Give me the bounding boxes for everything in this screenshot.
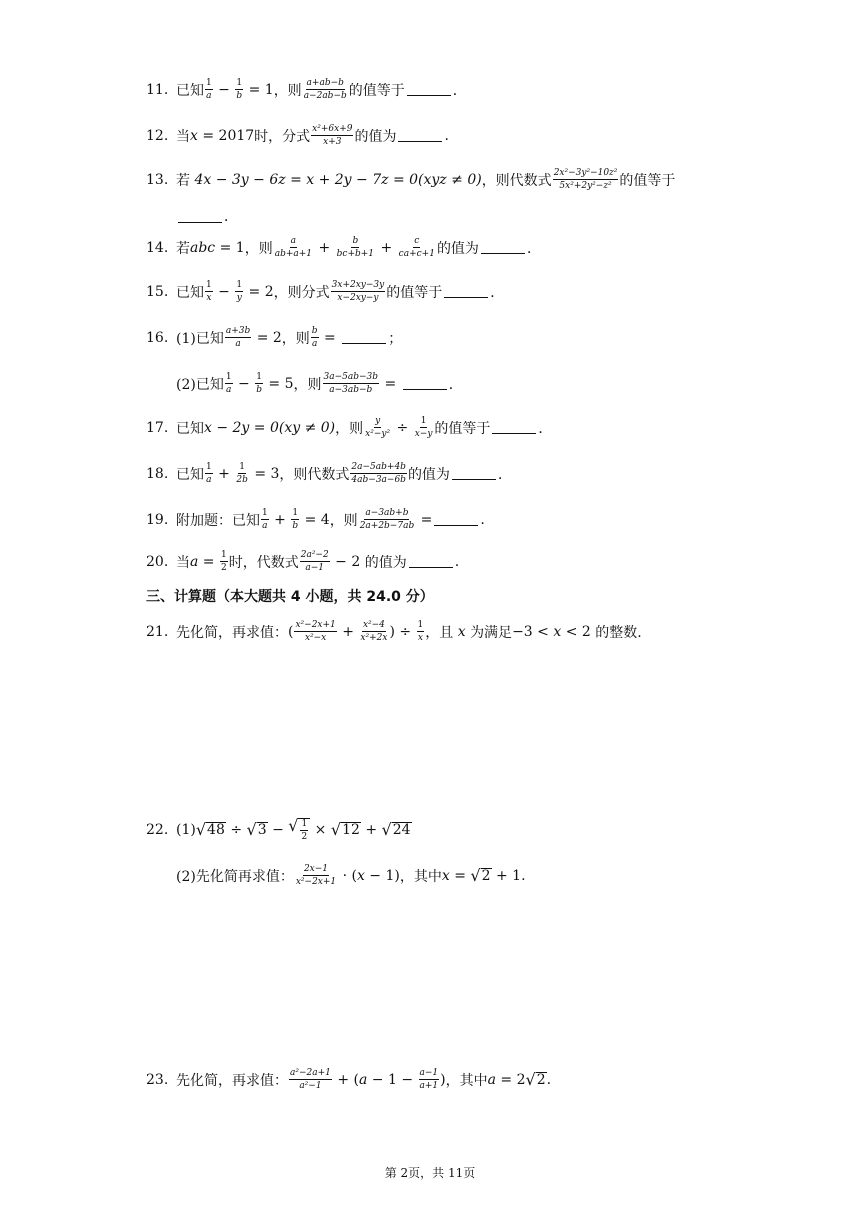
problem-17: 17. 已知 x − 2y = 0(xy ≠ 0) ，则 $\frac{y}{\text{x²−y²}}$ ÷ $\frac{1}{x-y}$ 的值等于 ． — [146, 416, 553, 439]
problem-11: 11. 已知 $\frac{1}{a}$ − $\frac{1}{b}$ = 1 ，则 $\frac{a+ab-b}{a-2ab-b}$ 的值等于 ． — [146, 78, 467, 101]
fraction: $\frac{a+3b}{a}$ — [225, 326, 251, 349]
problem-text: 的值为 — [354, 128, 397, 145]
problem-number: 14. — [146, 239, 169, 256]
problem-text: ，其中 — [445, 1072, 488, 1089]
problem-text: . — [480, 511, 485, 528]
problem-text: 的值等于 — [619, 172, 676, 189]
problem-16-part2: (2)已知 $\frac{1}{a}$ − $\frac{1}{b}$ = 5 ，则 $\frac{3a-5ab-3b}{a-3ab-b}$ = ． — [176, 372, 463, 395]
problem-15: 15. 已知 $\frac{1}{x}$ − $\frac{1}{y}$ = 2 ，则分式 $\frac{3x+2xy-3y}{x-2xy-y}$ 的值等于 ． — [146, 280, 505, 303]
problem-text: (2)已知 — [176, 376, 224, 393]
fraction: $\frac{y}{\text{x²−y²}}$ — [365, 416, 391, 439]
problem-number: 17. — [146, 419, 169, 436]
problem-text: . — [444, 127, 449, 144]
fraction: $\frac{1}{2}$ — [221, 550, 227, 573]
problem-text: ，且 — [425, 624, 454, 641]
problem-text: 的值为 — [407, 466, 450, 483]
problem-text: 为满足 — [470, 624, 513, 641]
problem-number: 11. — [146, 81, 169, 98]
problem-20: 20. 当 a = $\frac{1}{2}$ 时，代数式 $\frac{\text{2a²−2}}{a-1}$ − 2 的值为 . — [146, 550, 460, 573]
problem-text: ，则 — [281, 330, 310, 347]
problem-number: 20. — [146, 553, 169, 570]
fraction: $\frac{1}{x-y}$ — [414, 416, 433, 439]
fraction: $\frac{\text{x²+6x+9}}{x+3}$ — [312, 124, 353, 147]
page-footer: 第 2页，共 11页 — [384, 1166, 476, 1180]
problem-text: ． — [224, 209, 238, 225]
problem-number: 13. — [146, 171, 169, 188]
problem-14: 14. 若 abc = 1 ，则 $\frac{a}{ab+a+1}$ + $\frac{b}{bc+b+1}$ + $\frac{c}{ca+c+1}$ 的值为 ． — [146, 236, 541, 259]
fraction: $\frac{\text{2x²−3y²−10z²}}{\text{5x²+2y²−z²}}$ — [553, 168, 618, 191]
fraction: $\frac{1}{b}$ — [236, 78, 243, 101]
problem-text: ，则代数式 — [481, 172, 552, 189]
fraction: $\frac{\text{a²−2a+1}}{\text{a²−1}}$ — [290, 1068, 331, 1091]
problem-22-part2: (2)先化简再求值： $\frac{2x-1}{\text{x²−2x+1}}$ · (x − 1) ，其中 x = √ 2 + 1. — [176, 864, 526, 887]
problem-22: 22. (1) √ 48 ÷ √ 3 − √ $\frac{1}{2}$ × √ 12 + √ 24 — [146, 816, 411, 842]
problem-number: 12. — [146, 127, 169, 144]
problem-text: ． — [538, 420, 553, 437]
problem-text: 已知 — [176, 82, 204, 99]
fraction: $\frac{\text{x²−4}}{\text{x²+2x}}$ — [360, 620, 388, 643]
fraction: $\frac{\text{x²−2x+1}}{\text{x²−x}}$ — [295, 620, 336, 643]
problem-text: 的整数. — [595, 624, 642, 641]
fraction: $\frac{a}{ab+a+1}$ — [274, 236, 313, 259]
fraction: $\frac{3x+2xy-3y}{x-2xy-y}$ — [331, 280, 385, 303]
problem-text: ． — [448, 376, 463, 393]
problem-text: ，则 — [329, 512, 358, 529]
fraction: $\frac{1}{b}$ — [256, 372, 262, 395]
answer-blank — [409, 555, 453, 568]
answer-blank — [398, 129, 442, 142]
section-heading: 三、计算题（本大题共 4 小题，共 24.0 分） — [146, 589, 434, 605]
fraction: $\frac{c}{ca+c+1}$ — [398, 236, 435, 259]
fraction: $\frac{1}{x}$ — [417, 620, 424, 643]
problem-text: 的值等于 — [434, 420, 491, 437]
problem-text: ，则代数式 — [279, 466, 350, 483]
problem-16: 16. (1)已知 $\frac{a+3b}{a}$ = 2 ，则 $\frac{b}{a}$ = ； — [146, 326, 403, 349]
problem-number: 22. — [146, 822, 169, 838]
problem-text: 的值为 — [364, 554, 407, 571]
problem-text: (2)先化简再求值： — [176, 868, 294, 885]
answer-blank — [452, 467, 496, 480]
fraction: $\frac{3a-5ab-3b}{a-3ab-b}$ — [323, 372, 379, 395]
fraction: $\frac{1}{y}$ — [236, 280, 243, 303]
problem-number: 15. — [146, 283, 169, 300]
fraction: $\frac{b}{a}$ — [311, 326, 318, 349]
answer-blank — [481, 241, 525, 254]
problem-text: 的值等于 — [386, 284, 443, 301]
problem-text: ，则 — [244, 240, 273, 257]
fraction: $\frac{a-3ab+b}{2a+2b-7ab}$ — [359, 508, 415, 531]
problem-23: 23. 先化简，再求值： $\frac{\text{a²−2a+1}}{\text{a²−1}}$ + (a − 1 − $\frac{a-1}{a+1}$ ) ，其中 a = 2 √ 2 . — [146, 1068, 552, 1091]
problem-21: 21. 先化简，再求值： ( $\frac{\text{x²−2x+1}}{\text{x²−x}}$ + $\frac{\text{x²−4}}{\text{x²+2x}}$ ) ÷ $\frac{1}{x}$ ，且 x 为满足 −3 < x < 2 的整数. — [146, 620, 642, 643]
problem-number: 23. — [146, 1071, 169, 1088]
problem-text: ． — [452, 82, 467, 99]
problem-number: 16. — [146, 329, 169, 346]
answer-blank — [178, 210, 222, 223]
problem-text: 若 — [176, 172, 190, 189]
problem-text: ． — [526, 240, 541, 257]
problem-text: 先化简，再求值： — [176, 624, 288, 641]
fraction: $\frac{b}{bc+b+1}$ — [336, 236, 375, 259]
problem-18: 18. 已知 $\frac{1}{a}$ + $\frac{1}{2b}$ = 3 ，则代数式 $\frac{2a-5ab+4b}{4ab-3a-6b}$ 的值为 ． — [146, 462, 512, 485]
problem-text: 的值为 — [436, 240, 479, 257]
problem-text: . — [454, 553, 460, 570]
problem-text: ． — [490, 284, 505, 301]
problem-text: ； — [388, 330, 403, 347]
problem-text: ，则 — [293, 376, 322, 393]
problem-text: 先化简，再求值： — [176, 1072, 288, 1089]
answer-blank — [434, 513, 478, 526]
problem-text: 当 — [176, 128, 190, 145]
fraction: $\frac{1}{a}$ — [206, 462, 212, 485]
problem-13-cont — [176, 206, 238, 226]
problem-12: 12. 当 x = 2017 时，分式 $\frac{\text{x²+6x+9}}{x+3}$ 的值为 . — [146, 124, 449, 147]
answer-blank — [403, 377, 447, 390]
problem-text: ，则 — [273, 82, 302, 99]
fraction: $\frac{1}{x}$ — [206, 280, 212, 303]
fraction: $\frac{a-1}{a+1}$ — [419, 1068, 439, 1091]
fraction: $\frac{\text{2a²−2}}{a-1}$ — [300, 550, 329, 573]
problem-text: 已知 — [176, 420, 204, 437]
problem-19: 19. 附加题：已知 $\frac{1}{a}$ + $\frac{1}{b}$ = 4 ，则 $\frac{a-3ab+b}{2a+2b-7ab}$ = . — [146, 508, 485, 531]
fraction: $\frac{1}{a}$ — [262, 508, 268, 531]
problem-13: 13. 若 4x − 3y − 6z = x + 2y − 7z = 0(xyz ≠ 0) ，则代数式 $\frac{\text{2x²−3y²−10z²}}{\text{5x²+2y²−z²}}$ 的值等于 — [146, 168, 676, 191]
fraction: $\frac{1}{2b}$ — [236, 462, 248, 485]
fraction: $\frac{a+ab-b}{a-2ab-b}$ — [303, 78, 347, 101]
answer-blank — [407, 83, 451, 96]
answer-blank — [342, 331, 386, 344]
problem-text: ． — [497, 466, 512, 483]
problem-text: ，其中 — [399, 868, 442, 885]
problem-text: 时，代数式 — [228, 554, 299, 571]
problem-text: 若 — [176, 240, 190, 257]
problem-text: 时，分式 — [254, 128, 311, 145]
problem-text: 已知 — [176, 284, 204, 301]
fraction: $\frac{1}{a}$ — [225, 372, 232, 395]
problem-number: 18. — [146, 465, 169, 482]
answer-blank — [492, 421, 536, 434]
answer-blank — [444, 285, 488, 298]
fraction: $\frac{2x-1}{\text{x²−2x+1}}$ — [295, 864, 337, 887]
problem-text: (1) — [176, 822, 196, 838]
problem-number: 19. — [146, 511, 169, 528]
problem-text: (1)已知 — [176, 330, 224, 347]
fraction: $\frac{1}{a}$ — [206, 78, 212, 101]
problem-text: 的值等于 — [348, 82, 405, 99]
fraction: $\frac{2a-5ab+4b}{4ab-3a-6b}$ — [351, 462, 406, 485]
problem-text: 当 — [176, 554, 190, 571]
problem-text: ，则 — [335, 420, 364, 437]
fraction: $\frac{1}{b}$ — [292, 508, 299, 531]
problem-text: 已知 — [176, 466, 204, 483]
problem-text: 附加题：已知 — [176, 512, 260, 529]
problem-number: 21. — [146, 623, 169, 640]
problem-text: ，则分式 — [273, 284, 330, 301]
